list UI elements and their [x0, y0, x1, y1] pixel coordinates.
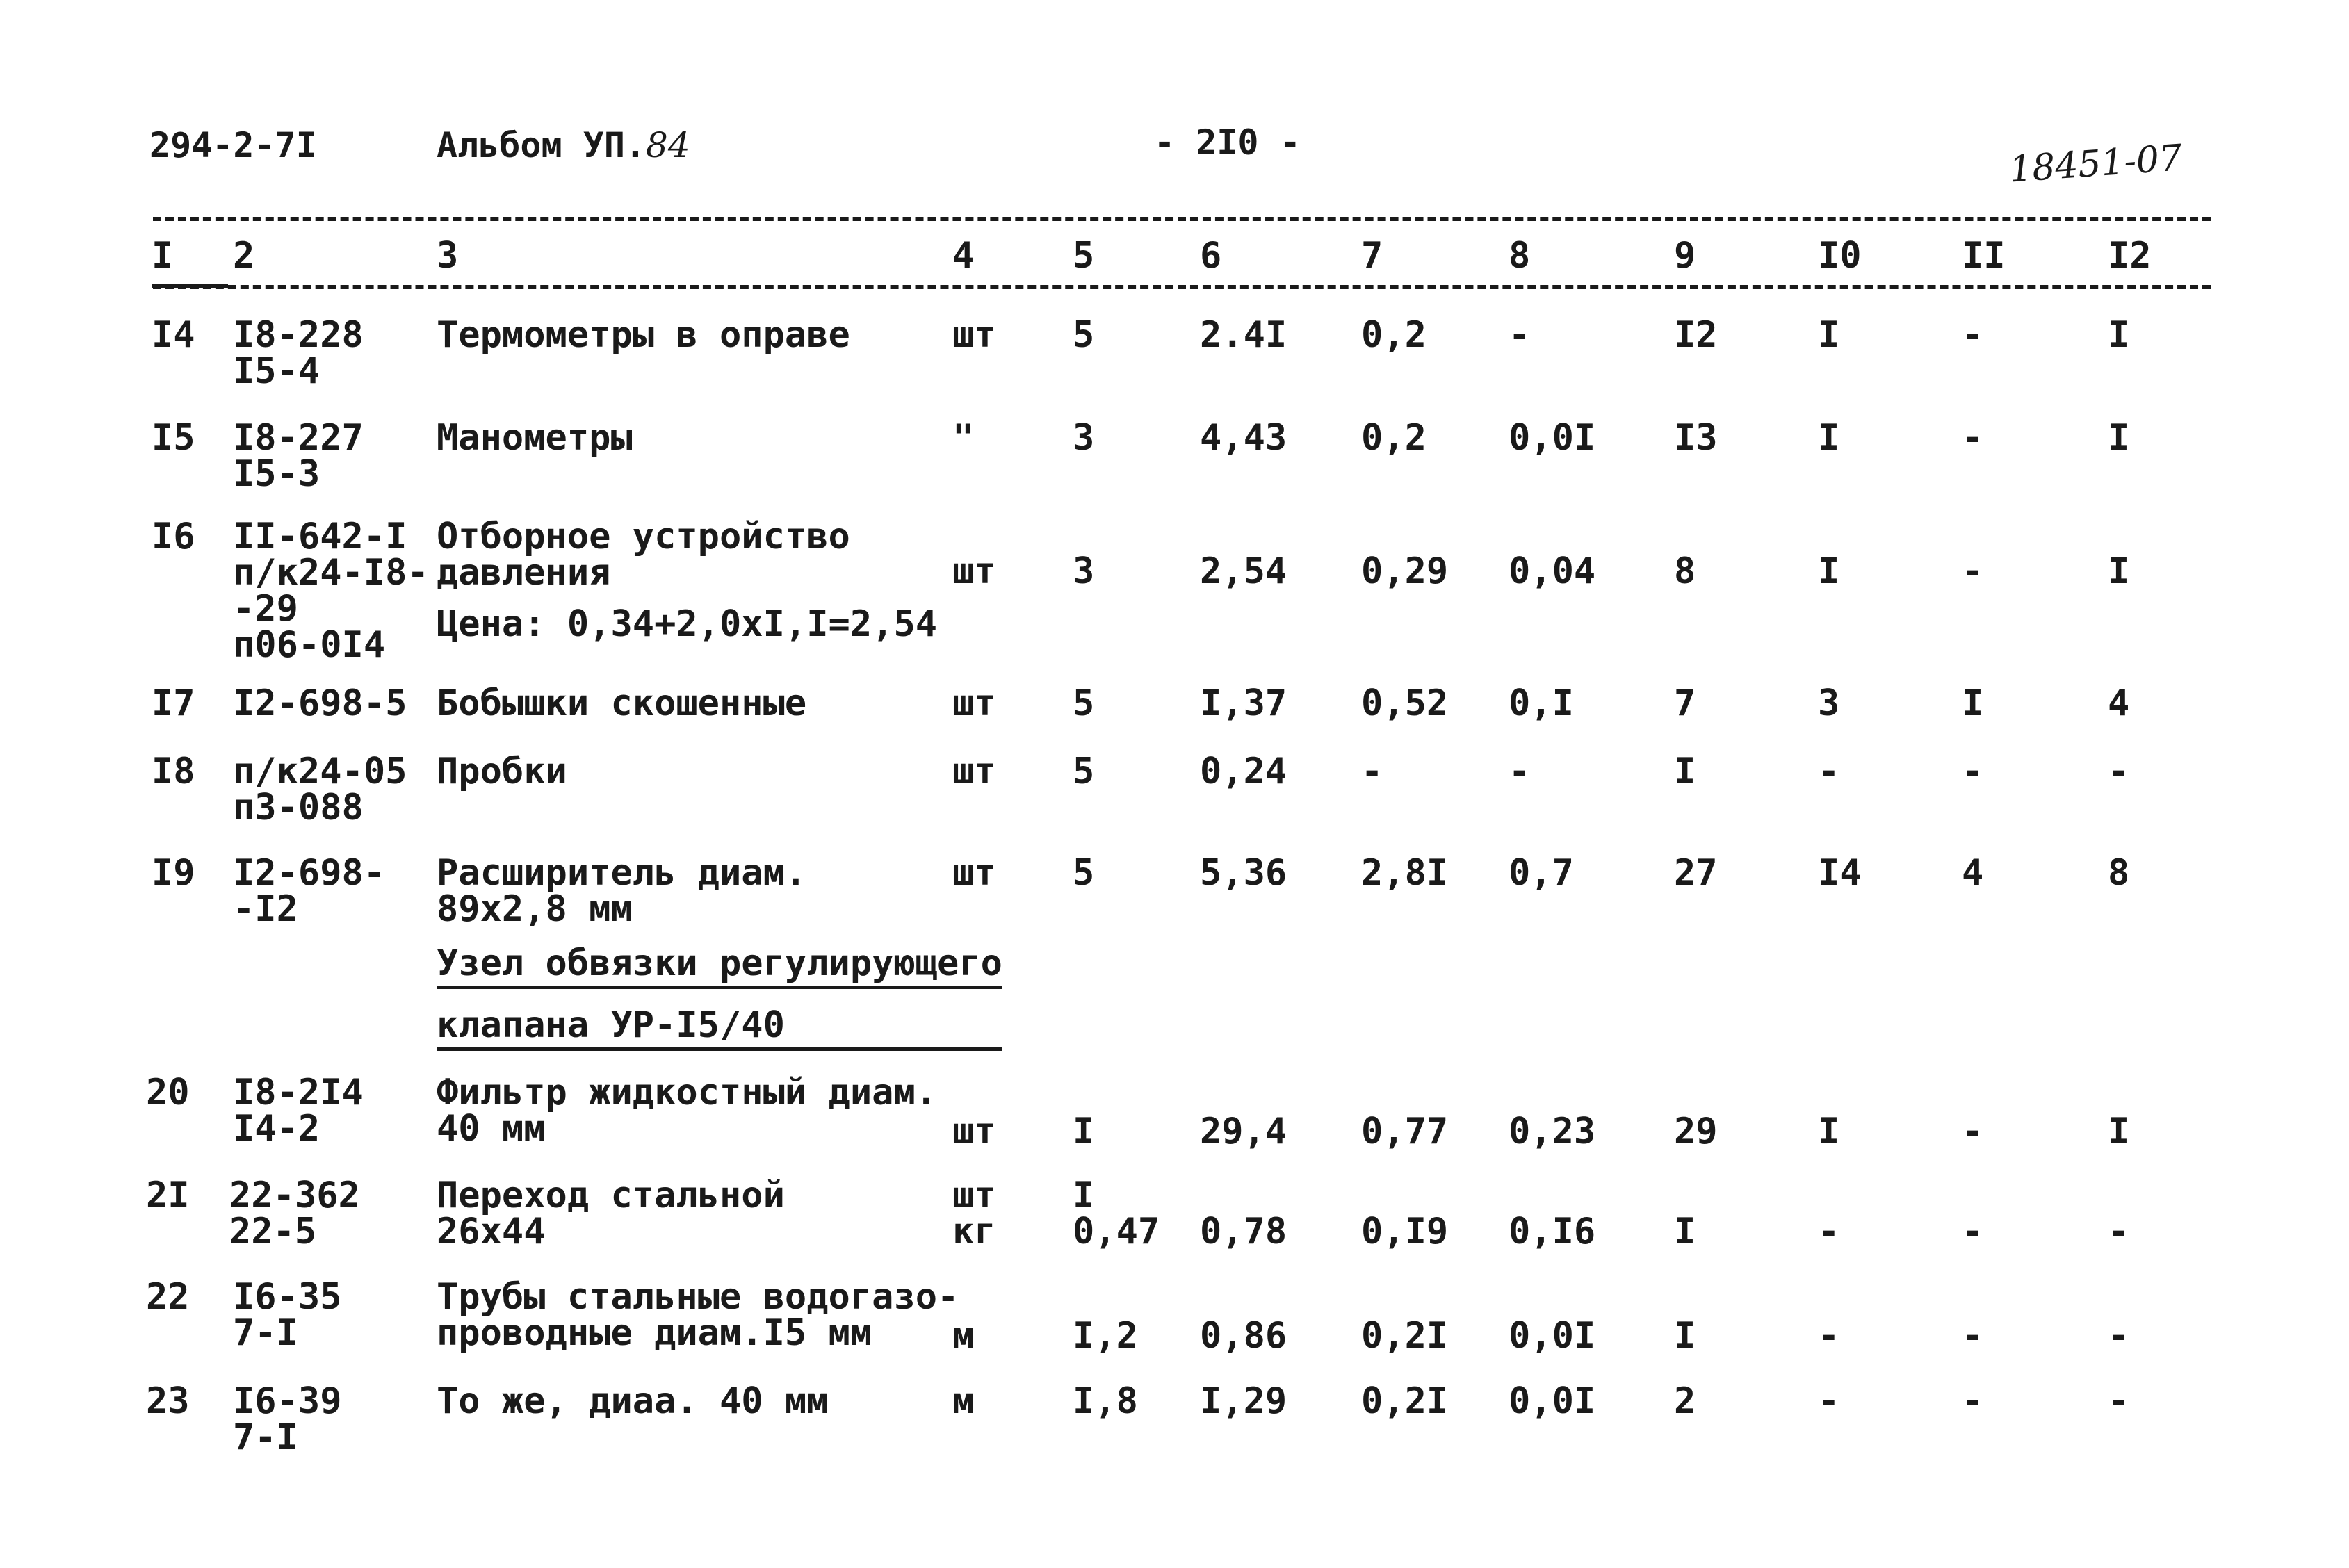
col-10-value: I — [1818, 417, 1840, 459]
row-number: 20 — [146, 1072, 190, 1113]
archive-stamp: 18451-07 — [2008, 137, 2184, 191]
col-10-value: - — [1818, 1211, 1840, 1252]
col-9-value: 2 — [1674, 1380, 1696, 1422]
col-11-value: - — [1962, 1111, 1984, 1152]
col-12-value: I — [2108, 1111, 2130, 1152]
col-header-12: I2 — [2108, 235, 2152, 277]
row-number: I8 — [152, 751, 195, 792]
col-9-value: 8 — [1674, 550, 1696, 592]
col-6-value: 29,4 — [1200, 1111, 1287, 1152]
col-5-value: I — [1073, 1111, 1095, 1152]
col-9-value: I — [1674, 1211, 1696, 1252]
unit: шт кг — [952, 1175, 996, 1252]
album-label-text: Альбом УП. — [437, 125, 647, 165]
col-7-value: 2,8I — [1361, 852, 1449, 894]
col-11-value: I — [1962, 683, 1984, 724]
item-name: Пробки — [437, 751, 567, 792]
col-8-value: 0,0I — [1509, 1380, 1596, 1422]
norm-code: п/к24-05 п3-088 — [233, 751, 407, 828]
col-12-value: - — [2108, 1315, 2130, 1357]
col-8-value: 0,I — [1509, 683, 1574, 724]
unit: шт — [952, 550, 996, 592]
col-header-9: 9 — [1674, 235, 1696, 277]
album-number: 84 — [646, 125, 690, 165]
col-header-10: I0 — [1818, 235, 1862, 277]
col-9-value: 27 — [1674, 852, 1718, 894]
col-7-value: 0,2 — [1361, 314, 1427, 356]
col-6-value: 5,36 — [1200, 852, 1287, 894]
item-name: Фильтр жидкостный диам. 40 мм — [437, 1072, 938, 1150]
col-10-value: - — [1818, 1380, 1840, 1422]
album-label — [437, 125, 690, 165]
col-5-value: I,2 — [1073, 1315, 1138, 1357]
col-9-value: 7 — [1674, 683, 1696, 724]
col-header-2: 2 — [233, 235, 255, 277]
col-5-value: 5 — [1073, 314, 1095, 356]
col-7-value: 0,29 — [1361, 550, 1449, 592]
col-6-value: 0,86 — [1200, 1315, 1287, 1357]
unit: шт — [952, 751, 996, 792]
col-10-value: I4 — [1818, 852, 1862, 894]
row-number: 22 — [146, 1276, 190, 1318]
col-11-value: - — [1962, 1211, 1984, 1252]
col-6-value: I,29 — [1200, 1380, 1287, 1422]
first-column-underline — [152, 284, 228, 288]
col-8-value: 0,I6 — [1509, 1211, 1596, 1252]
col-11-value: - — [1962, 314, 1984, 356]
norm-code: I2-698- -I2 — [233, 852, 386, 930]
col-12-value: - — [2108, 1380, 2130, 1422]
col-8-value: 0,04 — [1509, 550, 1596, 592]
row-number: 2I — [146, 1175, 190, 1216]
col-6-value: 0,78 — [1200, 1211, 1287, 1252]
unit: шт — [952, 683, 996, 724]
col-6-value: 0,24 — [1200, 751, 1287, 792]
col-8-value: 0,0I — [1509, 417, 1596, 459]
col-7-value: 0,77 — [1361, 1111, 1449, 1152]
col-9-value: I2 — [1674, 314, 1718, 356]
col-11-value: - — [1962, 1315, 1984, 1357]
col-12-value: 8 — [2108, 852, 2130, 894]
col-8-value: - — [1509, 314, 1531, 356]
col-5-value: I,8 — [1073, 1380, 1138, 1422]
top-dashed-rule — [153, 217, 2211, 221]
col-12-value: I — [2108, 314, 2130, 356]
row-number: 23 — [146, 1380, 190, 1422]
unit: шт — [952, 852, 996, 894]
col-12-value: - — [2108, 751, 2130, 792]
col-12-value: - — [2108, 1211, 2130, 1252]
col-8-value: 0,0I — [1509, 1315, 1596, 1357]
item-name: То же, диаа. 40 мм — [437, 1380, 829, 1422]
norm-code: II-642-I п/к24-I8- -29 п06-0I4 — [233, 516, 429, 666]
item-name: Отборное устройство давления Цена: 0,34+2,0хI,I=2,54 — [437, 516, 938, 645]
document-code: 294-2-7I — [149, 125, 317, 165]
col-5-value: 5 — [1073, 751, 1095, 792]
col-5-value: I 0,47 — [1073, 1175, 1160, 1252]
unit: шт — [952, 1111, 996, 1152]
col-11-value: - — [1962, 751, 1984, 792]
col-11-value: - — [1962, 417, 1984, 459]
col-11-value: 4 — [1962, 852, 1984, 894]
header-dashed-rule — [153, 285, 2211, 289]
col-7-value: - — [1361, 751, 1383, 792]
col-7-value: 0,52 — [1361, 683, 1449, 724]
item-name: Расширитель диам. 89х2,8 мм — [437, 852, 807, 930]
row-number: I4 — [152, 314, 195, 356]
col-10-value: I — [1818, 1111, 1840, 1152]
col-8-value: 0,23 — [1509, 1111, 1596, 1152]
col-7-value: 0,I9 — [1361, 1211, 1449, 1252]
row-number: I5 — [152, 417, 195, 459]
item-name: Термометры в оправе — [437, 314, 850, 356]
unit: м — [952, 1315, 975, 1357]
section-heading-line-1: Узел обвязки регулирующего — [437, 945, 1002, 989]
norm-code: 22-362 22-5 — [229, 1175, 360, 1252]
item-name: Бобышки скошенные — [437, 683, 807, 724]
col-9-value: I — [1674, 1315, 1696, 1357]
col-5-value: 5 — [1073, 683, 1095, 724]
row-number: I6 — [152, 516, 195, 557]
col-11-value: - — [1962, 1380, 1984, 1422]
norm-code: I6-35 7-I — [233, 1276, 342, 1354]
col-header-3: 3 — [437, 235, 459, 277]
col-header-1: I — [152, 235, 174, 277]
col-10-value: - — [1818, 1315, 1840, 1357]
col-5-value: 3 — [1073, 417, 1095, 459]
norm-code: I8-228 I5-4 — [233, 314, 364, 392]
col-8-value: - — [1509, 751, 1531, 792]
norm-code: I8-227 I5-3 — [233, 417, 364, 495]
page-number: - 2I0 - — [1154, 122, 1301, 163]
col-header-11: II — [1962, 235, 2006, 277]
item-name: Переход стальной 26х44 — [437, 1175, 785, 1252]
col-5-value: 3 — [1073, 550, 1095, 592]
unit: " — [952, 417, 975, 459]
col-9-value: I3 — [1674, 417, 1718, 459]
col-12-value: I — [2108, 417, 2130, 459]
col-6-value: 4,43 — [1200, 417, 1287, 459]
norm-code: I2-698-5 — [233, 683, 407, 724]
item-name: Манометры — [437, 417, 633, 459]
col-9-value: I — [1674, 751, 1696, 792]
col-7-value: 0,2I — [1361, 1315, 1449, 1357]
unit: м — [952, 1380, 975, 1422]
col-8-value: 0,7 — [1509, 852, 1574, 894]
section-heading — [437, 942, 1002, 1051]
item-name: Трубы стальные водогазо- проводные диам.I5 мм — [437, 1276, 959, 1354]
col-10-value: I — [1818, 550, 1840, 592]
norm-code: I8-2I4 I4-2 — [233, 1072, 364, 1150]
col-10-value: - — [1818, 751, 1840, 792]
col-6-value: 2.4I — [1200, 314, 1287, 356]
col-9-value: 29 — [1674, 1111, 1718, 1152]
col-header-8: 8 — [1509, 235, 1531, 277]
col-header-5: 5 — [1073, 235, 1095, 277]
section-heading-line-2: клапана УР-I5/40 — [437, 1007, 1002, 1051]
col-6-value: I,37 — [1200, 683, 1287, 724]
col-7-value: 0,2I — [1361, 1380, 1449, 1422]
col-11-value: - — [1962, 550, 1984, 592]
col-12-value: I — [2108, 550, 2130, 592]
col-10-value: 3 — [1818, 683, 1840, 724]
col-6-value: 2,54 — [1200, 550, 1287, 592]
row-number: I7 — [152, 683, 195, 724]
col-header-6: 6 — [1200, 235, 1222, 277]
row-number: I9 — [152, 852, 195, 894]
col-7-value: 0,2 — [1361, 417, 1427, 459]
norm-code: I6-39 7-I — [233, 1380, 342, 1458]
col-5-value: 5 — [1073, 852, 1095, 894]
col-10-value: I — [1818, 314, 1840, 356]
unit: шт — [952, 314, 996, 356]
col-header-7: 7 — [1361, 235, 1383, 277]
col-header-4: 4 — [952, 235, 975, 277]
col-12-value: 4 — [2108, 683, 2130, 724]
